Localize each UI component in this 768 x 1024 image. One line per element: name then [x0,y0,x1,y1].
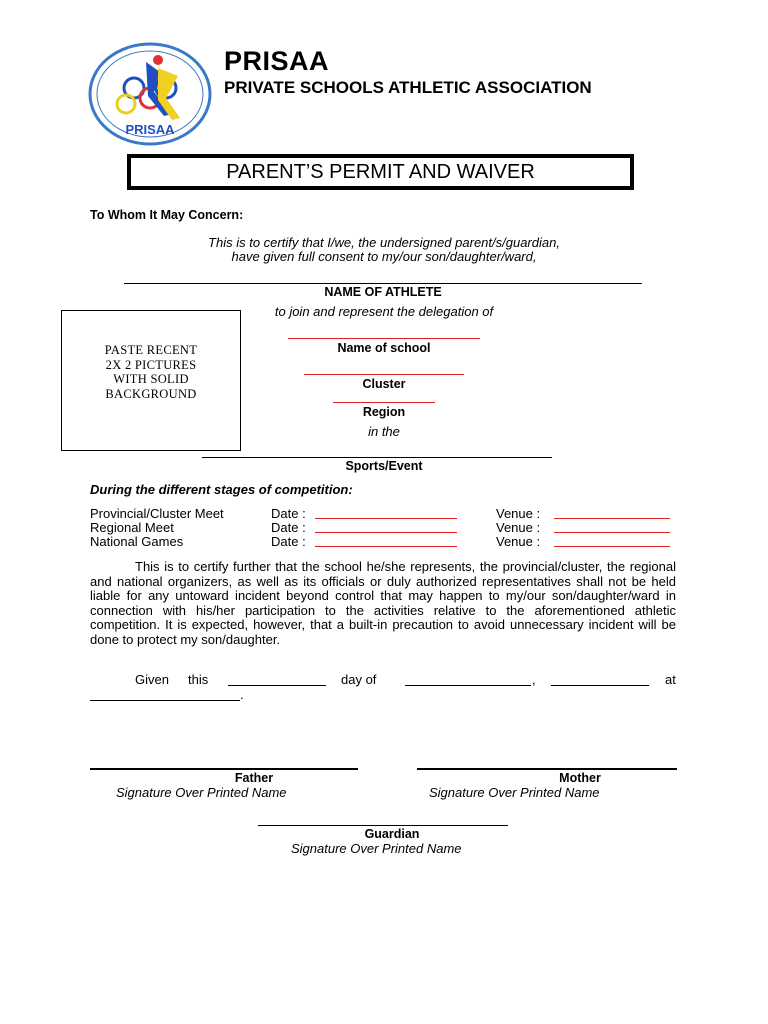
photo-line-4: BACKGROUND [105,386,197,401]
sports-label: Sports/Event [345,459,423,473]
father-signature-line[interactable] [90,768,358,770]
waiver-paragraph [90,560,676,648]
date-line[interactable] [315,546,457,547]
photo-paste-box [61,310,241,451]
certify-line-2: have given full consent to my/our son/daughter/ward, [231,249,537,264]
school-line[interactable] [288,338,480,339]
sports-line[interactable] [202,457,552,458]
join-text: to join and represent the delegation of [274,304,494,319]
date-line[interactable] [315,518,457,519]
guardian-label: Guardian [364,827,420,841]
venue-label: Venue : [496,506,541,521]
form-title-box [127,154,634,190]
photo-line-1: PASTE RECENT [104,343,198,357]
at-word: at [665,672,676,687]
athlete-label: NAME OF ATHLETE [324,285,442,299]
venue-line[interactable] [554,518,670,519]
stages-heading: During the different stages of competition: [90,482,353,497]
mother-label: Mother [559,771,601,785]
waiver-text: This is to certify further that the school he/she represents, the provincial/cluster, the regional and national organizers, as well as its officials or duly authorized representatives shall not be held liable for any untoward incident beyond control that may happen to my/our son/daughter/ward in connection with his/her participation to the activities relative to the aforementioned athletic competition. It is expected, however, that a built-in precaution to avoid unnecessary incident will be done to protect my son/daughter. [90,559,676,647]
given-word: Given [135,672,169,687]
form-title: PARENT’S PERMIT AND WAIVER [226,161,535,183]
photo-line-3: WITH SOLID [113,372,189,386]
guardian-sub-label: Signature Over Printed Name [291,841,462,856]
stage-name: Provincial/Cluster Meet [90,506,224,521]
date-label: Date : [271,520,306,535]
cluster-line[interactable] [304,374,464,375]
in-the-text: in the [368,424,400,439]
year-blank[interactable] [551,685,649,686]
venue-line[interactable] [554,532,670,533]
region-label: Region [362,405,406,419]
place-blank[interactable] [90,700,240,701]
prisaa-logo [88,42,212,146]
photo-line-2: 2X 2 PICTURES [105,357,197,372]
region-line[interactable] [333,402,435,403]
venue-line[interactable] [554,546,670,547]
guardian-signature-line[interactable] [258,825,508,826]
father-sub-label: Signature Over Printed Name [116,785,287,800]
stage-name: National Games [90,534,184,549]
logo-text: PRISAA [125,122,175,137]
salutation: To Whom It May Concern: [90,208,244,222]
venue-label: Venue : [496,534,541,549]
day-blank[interactable] [228,685,326,686]
stage-name: Regional Meet [90,520,174,535]
this-word: this [188,672,209,687]
father-label: Father [234,771,274,785]
mother-signature-line[interactable] [417,768,677,770]
school-label: Name of school [337,341,431,355]
date-label: Date : [271,506,306,521]
cluster-label: Cluster [362,377,406,391]
date-line[interactable] [315,532,457,533]
date-label: Date : [271,534,306,549]
mother-sub-label: Signature Over Printed Name [429,785,600,800]
athlete-name-line[interactable] [124,283,642,284]
given-line: Given this day of , at . [90,673,676,703]
venue-label: Venue : [496,520,541,535]
certify-line-1: This is to certify that I/we, the undersigned parent/s/guardian, [208,235,560,250]
day-of-text: day of [341,672,377,687]
org-full-name: PRIVATE SCHOOLS ATHLETIC ASSOCIATION [224,78,592,97]
month-blank[interactable] [405,685,531,686]
org-short-name: PRISAA [224,46,330,76]
